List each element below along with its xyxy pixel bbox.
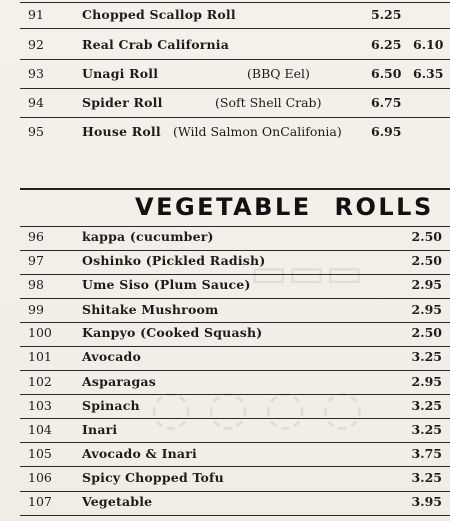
item-price: 6.50 (371, 66, 402, 81)
item-price: 3.75 (411, 446, 442, 461)
item-name: Avocado (82, 349, 141, 364)
row-rule (20, 274, 450, 275)
item-name: House Roll (82, 124, 161, 139)
section-title: VEGETABLE ROLLS (135, 193, 434, 221)
item-name: Shitake Mushroom (82, 302, 219, 317)
row-rule (20, 298, 450, 299)
row-rule (20, 28, 450, 29)
item-name: Real Crab California (82, 37, 230, 52)
row-rule (20, 88, 450, 89)
row-rule (20, 418, 450, 419)
item-price: 3.95 (411, 494, 442, 509)
item-description: (BBQ Eel) (247, 66, 310, 81)
item-number: 97 (28, 253, 44, 268)
item-price: 2.50 (411, 325, 442, 340)
row-rule (20, 442, 450, 443)
item-number: 102 (28, 374, 52, 389)
item-name: Spinach (82, 398, 140, 413)
item-price: 3.25 (411, 470, 442, 485)
item-name: Asparagas (82, 374, 156, 389)
item-name: Unagi Roll (82, 66, 159, 81)
item-name: Spicy Chopped Tofu (82, 470, 224, 485)
item-number: 105 (28, 446, 52, 461)
item-price: 2.50 (411, 229, 442, 244)
item-price: 3.25 (411, 349, 442, 364)
item-number: 93 (28, 66, 44, 81)
row-rule (20, 394, 450, 395)
item-description: (Wild Salmon OnCalifonia) (173, 124, 342, 139)
row-rule (20, 346, 450, 347)
row-rule (20, 491, 450, 492)
item-number: 100 (28, 325, 52, 340)
section-top-rule (20, 188, 450, 190)
show-through-mark: ▭▭▭ (250, 250, 364, 296)
item-number: 103 (28, 398, 52, 413)
item-number: 91 (28, 7, 44, 22)
item-price: 2.50 (411, 253, 442, 268)
item-name: Inari (82, 422, 118, 437)
item-price: 2.95 (411, 302, 442, 317)
item-name: Spider Roll (82, 95, 163, 110)
item-price: 3.25 (411, 398, 442, 413)
item-number: 98 (28, 277, 44, 292)
item-price: 2.95 (411, 277, 442, 292)
item-price: 6.75 (371, 95, 402, 110)
item-number: 99 (28, 302, 44, 317)
item-name: Avocado & Inari (82, 446, 197, 461)
top-rule (20, 2, 450, 3)
row-rule (20, 117, 450, 118)
item-price: 3.25 (411, 422, 442, 437)
item-number: 96 (28, 229, 44, 244)
row-rule (20, 250, 450, 251)
item-number: 106 (28, 470, 52, 485)
item-price: 6.95 (371, 124, 402, 139)
item-name: kappa (cucumber) (82, 229, 214, 244)
item-number: 107 (28, 494, 52, 509)
item-number: 92 (28, 37, 44, 52)
item-name: Chopped Scallop Roll (82, 7, 236, 22)
item-description: (Soft Shell Crab) (215, 95, 322, 110)
item-price: 2.95 (411, 374, 442, 389)
item-price-alt: 6.35 (413, 66, 444, 81)
item-number: 104 (28, 422, 52, 437)
row-rule (20, 59, 450, 60)
row-rule (20, 515, 450, 516)
item-price: 6.25 (371, 37, 402, 52)
item-name: Kanpyo (Cooked Squash) (82, 325, 263, 340)
item-number: 101 (28, 349, 52, 364)
item-number: 95 (28, 124, 44, 139)
item-name: Vegetable (82, 494, 153, 509)
item-name: Ume Siso (Plum Sauce) (82, 277, 251, 292)
section-bottom-rule (20, 226, 450, 227)
row-rule (20, 370, 450, 371)
item-name: Oshinko (Pickled Radish) (82, 253, 266, 268)
item-number: 94 (28, 95, 44, 110)
show-through-mark: ◌ ◌ ◌ ◌ (150, 380, 364, 436)
item-price-alt: 6.10 (413, 37, 444, 52)
row-rule (20, 322, 450, 323)
row-rule (20, 466, 450, 467)
item-price: 5.25 (371, 7, 402, 22)
